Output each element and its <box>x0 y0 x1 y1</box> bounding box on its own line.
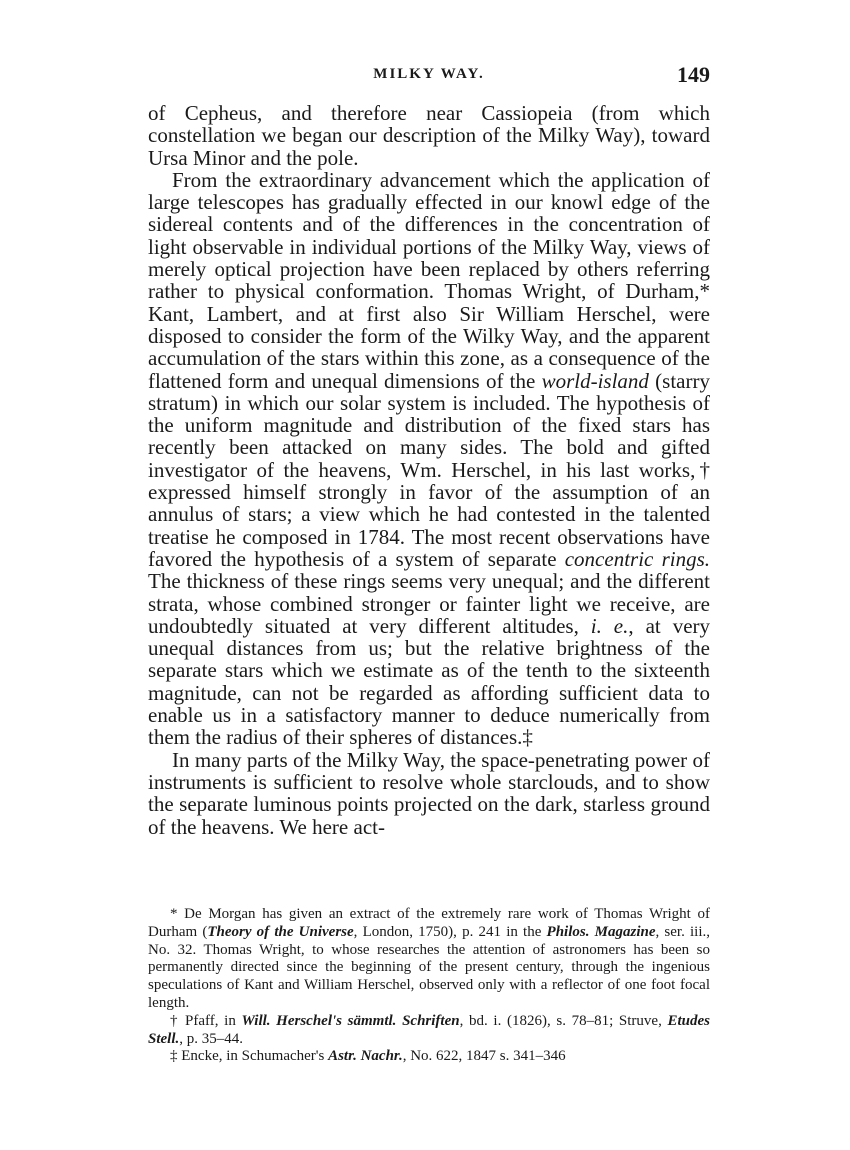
running-title: MILKY WAY. <box>373 66 485 82</box>
footnote-1-part-b: , London, 1750), p. 241 in the <box>353 923 547 940</box>
footnote-1-part-c: , ser. iii., No. 32. Thomas Wright, to whose researches the attention of astronomers has been so permanently directed since the beginning of the present century, through the ingenious speculations of Kant and William Herschel, observed only with a reflector of one foot focal length. <box>148 923 711 1011</box>
page-number: 149 <box>677 62 710 87</box>
footnote-2-part-a: † Pfaff, in <box>170 1012 242 1029</box>
emphasis-i-e: i. e. <box>590 613 629 638</box>
paragraph-1: of Cepheus, and therefore near Cassiopeia (from which constellation we began our description of the Milky Way), toward Ursa Minor and the pole. <box>148 101 710 170</box>
paragraph-2-part-a: From the extraordinary advancement which the application of large telescopes has gradually effected in our knowl edge of the sidereal contents and of the differences in the concentration of light observable in individual portions of the Milky Way, views of merely optical projection have been replaced by others referring rather to physical conformation. Thomas Wright, of Durham,* Kant, Lambert, and at first also Sir William Herschel, were disposed to consider the form of the Wilky Way, and the apparent accumulation of the stars within this zone, as a consequence of the flattened form and unequal dimensions of the <box>148 167 710 393</box>
footnote-2 <box>148 1013 710 1049</box>
emphasis-concentric-rings: concentric rings. <box>564 546 710 571</box>
paragraph-2 <box>148 169 710 749</box>
footnote-1 <box>148 906 710 1013</box>
footnote-2-work: Will. Herschel's sämmtl. Schriften <box>241 1012 460 1029</box>
page-header <box>148 62 710 90</box>
footnote-3-part-b: , No. 622, 1847 s. 341–346 <box>402 1048 566 1065</box>
footnote-2-etudes: Etudes Stell. <box>148 1012 710 1047</box>
footnote-1-journal: Philos. Magazine <box>546 923 656 940</box>
footnote-1-part-a: * De Morgan has given an extract of the extremely rare work of Thomas Wright of Durham ( <box>148 906 710 940</box>
footnote-2-part-c: , p. 35–44. <box>179 1030 244 1047</box>
footnote-2-part-b: , bd. i. (1826), s. 78–81; Struve, <box>459 1012 668 1029</box>
footnote-3 <box>148 1048 710 1066</box>
paragraph-3: In many parts of the Milky Way, the space-penetrating power of instruments is sufficient to resolve whole starclouds, and to show the separate luminous points projected on the dark, starless ground of the heavens. We here act- <box>148 747 710 839</box>
footnote-1-title: Theory of the Universe <box>207 923 354 940</box>
paragraph-2-part-d: , at very unequal distances from us; but the relative brightness of the separate stars which we estimate as of the tenth to the sixteenth magnitude, can not be regarded as affording sufficient data to enable us in a satisfactory manner to deduce numerically from them the radius of their spheres of distances.‡ <box>148 613 711 750</box>
footnote-3-journal: Astr. Nachr. <box>328 1048 403 1065</box>
paragraph-2-part-b: (starry stratum) in which our solar system is included. The hypothesis of the uniform magnitude and distribution of the fixed stars has recently been attacked on many sides. The bold and gifted investigator of the heavens, Wm. Herschel, in his last works,† expressed himself strongly in favor of the assumption of an annulus of stars; a view which he had contested in the talented treatise he composed in 1784. The most recent observations have favored the hypothesis of a system of separate <box>148 368 710 571</box>
paragraph-2-part-c: The thickness of these rings seems very unequal; and the different strata, whose combined stronger or fainter light we receive, are undoubtedly situated at very different altitudes, <box>148 569 710 638</box>
main-text <box>148 102 710 838</box>
footnotes <box>148 906 710 1066</box>
emphasis-world-island: world-island <box>541 368 649 393</box>
footnote-3-part-a: ‡ Encke, in Schumacher's <box>170 1048 329 1065</box>
